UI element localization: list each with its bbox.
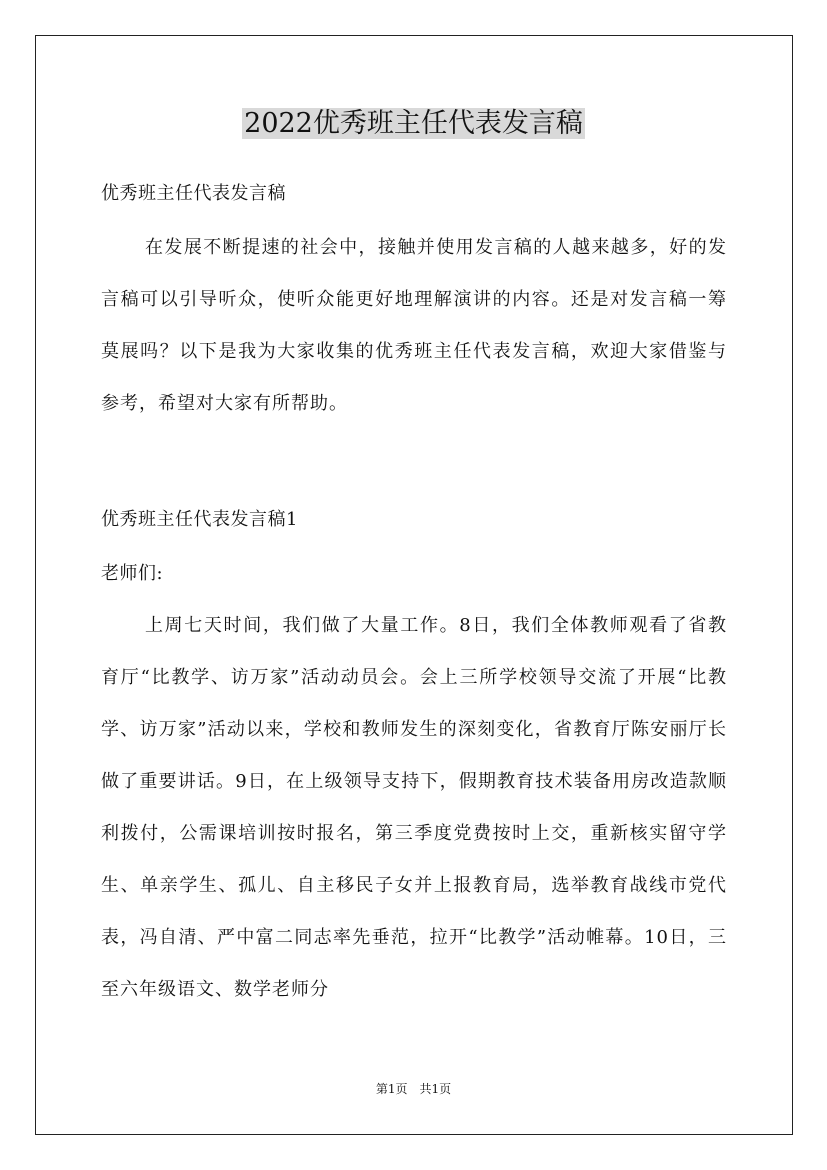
document-title-text: 2022优秀班主任代表发言稿 — [244, 108, 583, 139]
page-footer — [0, 1081, 827, 1097]
body-paragraph: 上周七天时间，我们做了大量工作。8日，我们全体教师观看了省教育厅“比教学、访万家”活动动员会。会上三所学校领导交流了开展“比教学、访万家”活动以来，学校和教师发生的深刻变化，省教育厅陈安丽厅长做了重要讲话。9日，在上级领导支持下，假期教育技术装备用房改造款顺利拨付，公需课培训按时报名，第三季度党费按时上交，重新核实留守学生、单亲学生、孤儿、自主移民子女并上报教育局，选举教育战线市党代表，冯自清、严中富二同志率先垂范，拉开“比教学”活动帷幕。10日，三至六年级语文、数学老师分 — [101, 615, 727, 1000]
intro-paragraph: 在发展不断提速的社会中，接触并使用发言稿的人越来越多，好的发言稿可以引导听众，使听众能更好地理解演讲的内容。还是对发言稿一筹莫展吗？以下是我为大家收集的优秀班主任代表发言稿，欢迎大家借鉴与参考，希望对大家有所帮助。 — [101, 237, 727, 414]
section-heading: 优秀班主任代表发言稿1 — [101, 509, 298, 530]
page-total: 共1页 — [419, 1082, 452, 1096]
page-number: 第1页 — [375, 1082, 408, 1096]
salutation: 老师们: — [101, 563, 164, 584]
document-title — [0, 104, 827, 144]
document-subtitle: 优秀班主任代表发言稿 — [101, 183, 286, 204]
